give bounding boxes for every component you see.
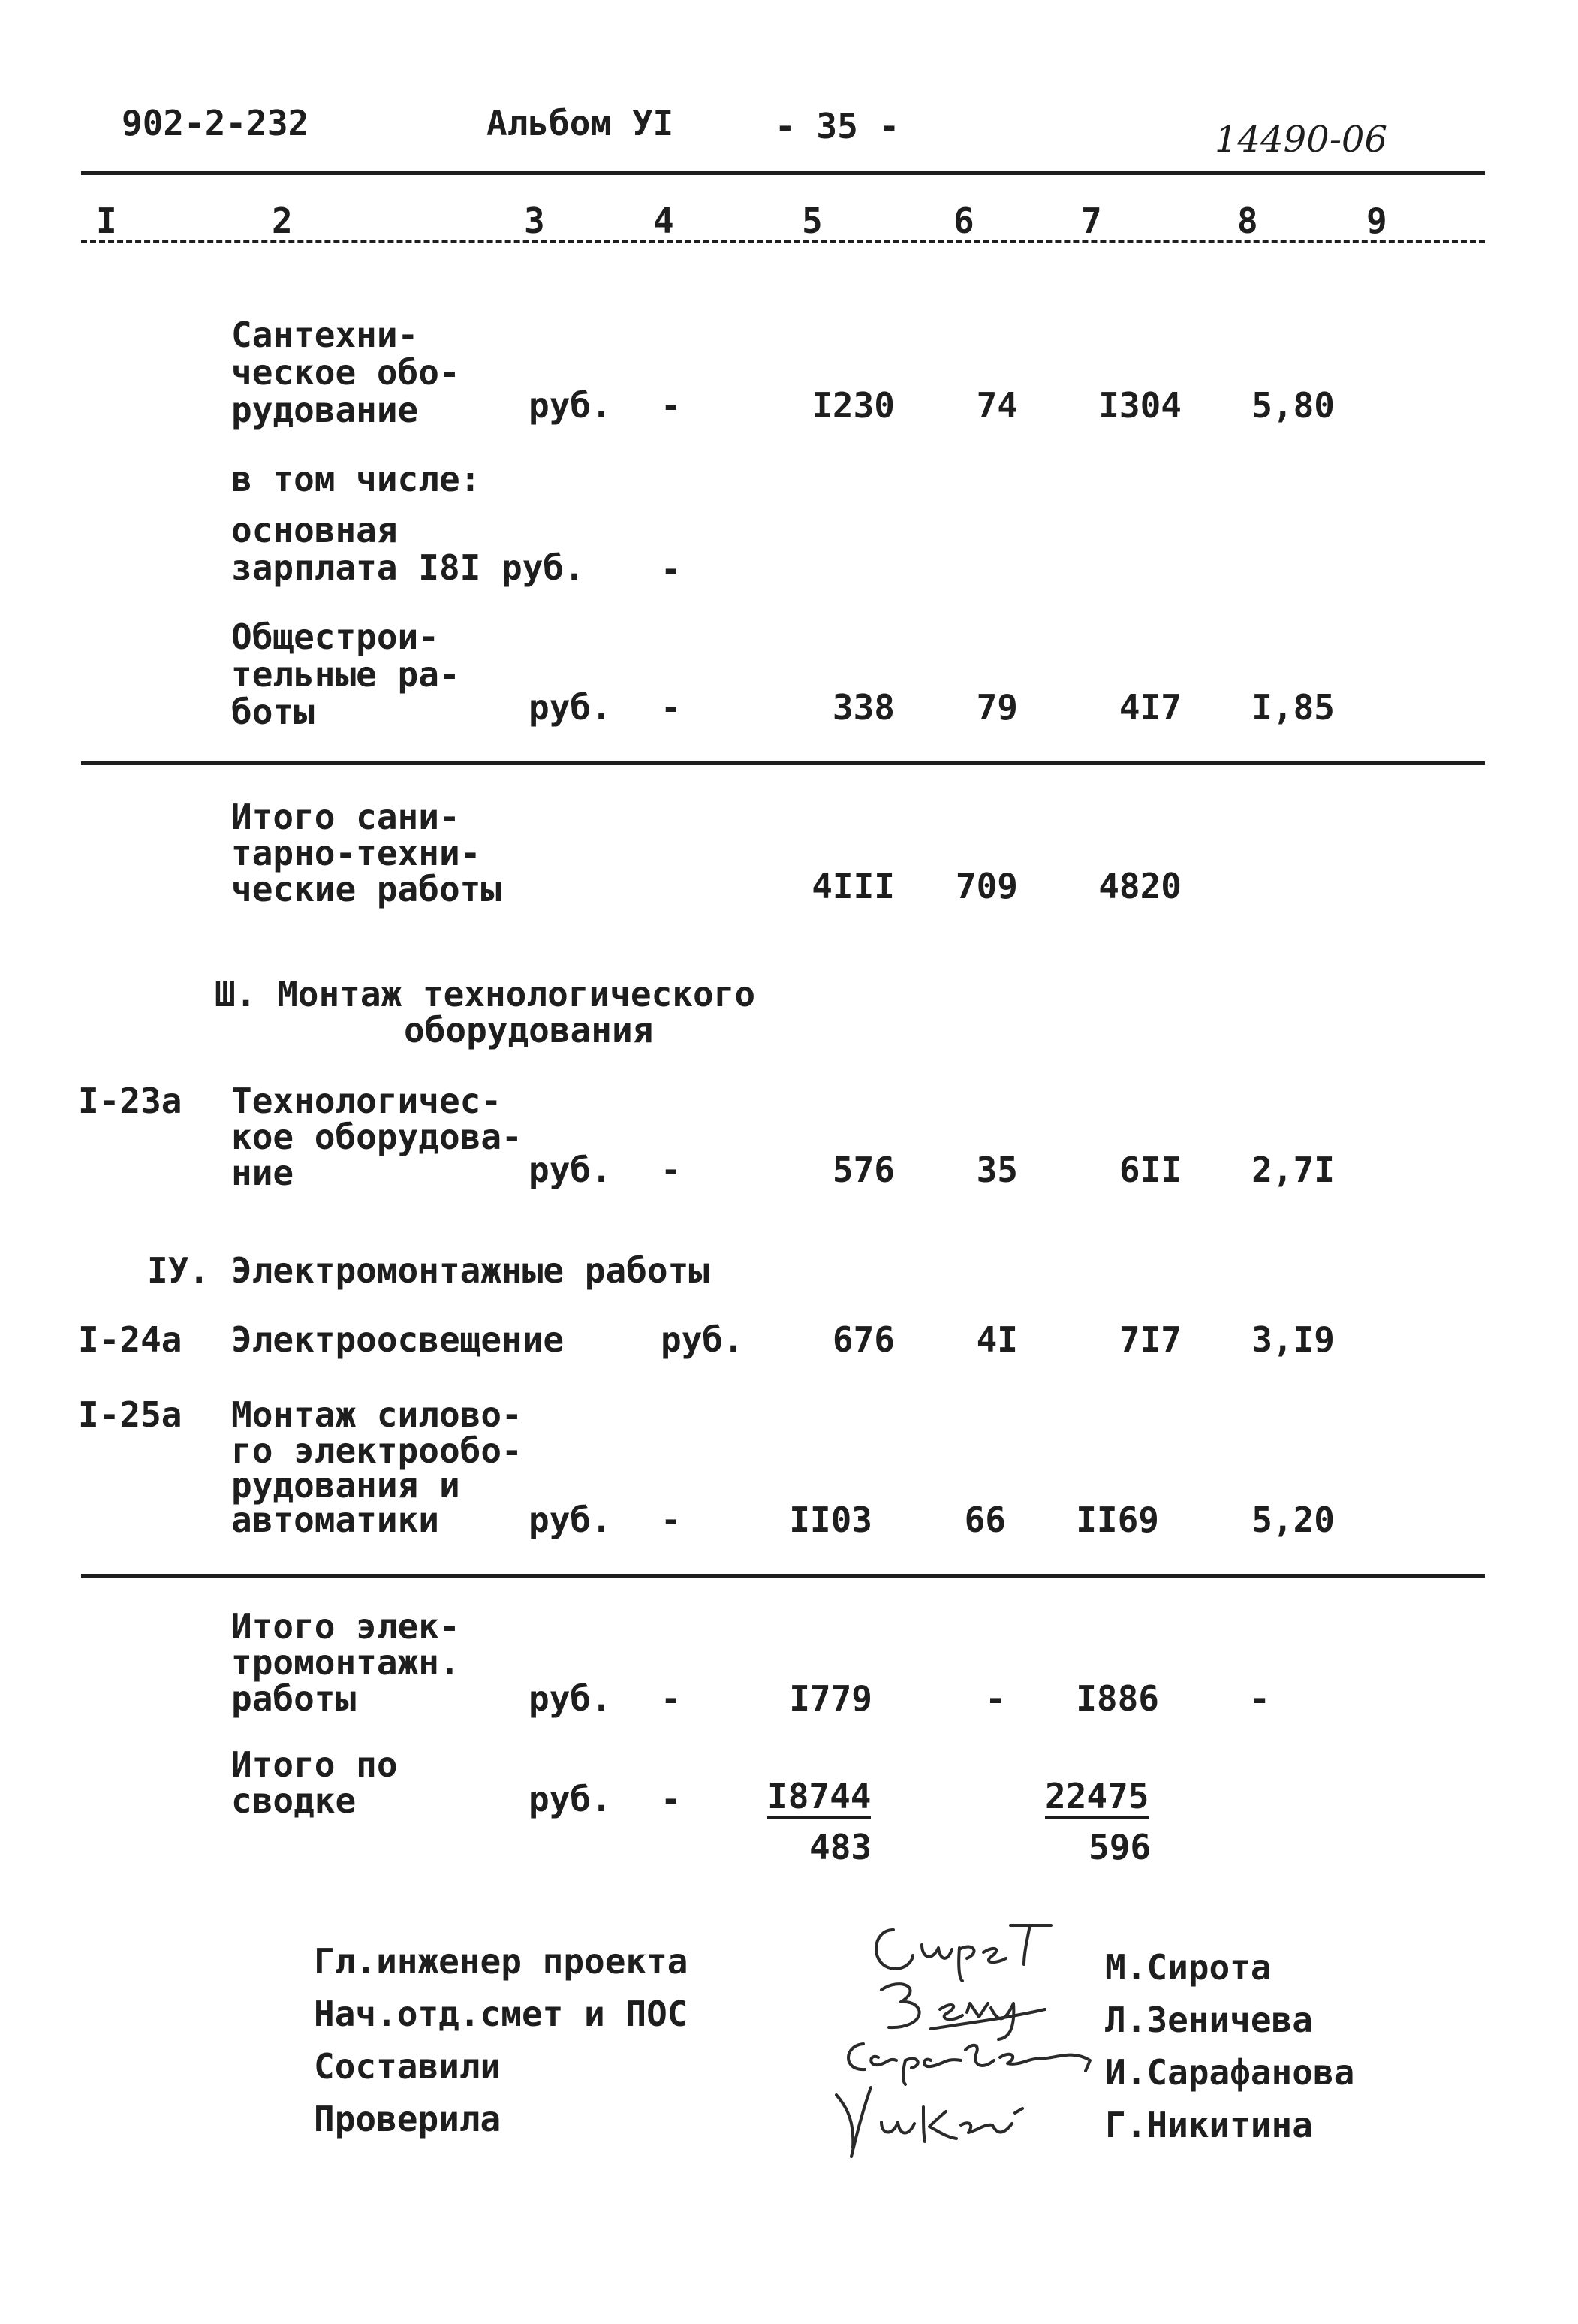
column-number: 7 bbox=[1081, 200, 1102, 241]
item-name: кое оборудова- bbox=[231, 1117, 522, 1157]
unit: руб. bbox=[529, 1150, 612, 1190]
total-name: Итого по bbox=[231, 1744, 398, 1785]
item-name: рудования и bbox=[231, 1465, 460, 1506]
inventory-number: 14490-06 bbox=[1215, 119, 1387, 161]
grand-total-col7-sub: 596 bbox=[1089, 1827, 1152, 1867]
grand-total-col5-sub: 483 bbox=[809, 1827, 872, 1867]
document-code: 902-2-232 bbox=[122, 103, 309, 143]
handwritten-signature bbox=[863, 1915, 1066, 1982]
dash: - bbox=[661, 549, 682, 589]
cell-col5: I230 bbox=[812, 385, 895, 426]
item-code: I-25a bbox=[78, 1394, 182, 1435]
section-rule bbox=[81, 1574, 1485, 1578]
total-name: тарно-техни- bbox=[231, 833, 481, 873]
column-number: 5 bbox=[802, 200, 823, 241]
item-name: ческое обо- bbox=[231, 352, 460, 393]
cell-col8: 2,7I bbox=[1251, 1150, 1335, 1190]
item-name: Электроосвещение bbox=[231, 1319, 565, 1360]
item-name: автоматики bbox=[231, 1500, 439, 1540]
column-number: 8 bbox=[1237, 200, 1258, 241]
item-name: Сантехни- bbox=[231, 315, 419, 355]
signer-name: М.Сирота bbox=[1105, 1947, 1272, 1988]
item-name: боты bbox=[231, 692, 315, 732]
column-number: 2 bbox=[272, 200, 293, 241]
cell-col7: 7I7 bbox=[1119, 1319, 1182, 1360]
unit: руб. bbox=[529, 385, 612, 426]
cell-col6: 74 bbox=[976, 385, 1018, 426]
cell-col8: 3,I9 bbox=[1251, 1319, 1335, 1360]
signer-role: Составили bbox=[314, 2046, 501, 2087]
cell-col5: 338 bbox=[832, 687, 895, 728]
cell-col6: 4I bbox=[976, 1319, 1018, 1360]
cell-col8: - bbox=[1249, 1678, 1270, 1719]
section-title: Электромонтажные работы bbox=[231, 1250, 709, 1291]
item-name: зарплата I8I руб. bbox=[231, 547, 585, 588]
subtotal-note: в том числе: bbox=[231, 459, 481, 499]
dash: - bbox=[661, 1678, 682, 1719]
item-name: основная bbox=[231, 510, 398, 550]
cell-col7: I304 bbox=[1098, 385, 1182, 426]
signer-name: Л.Зеничева bbox=[1105, 2000, 1313, 2040]
unit: руб. bbox=[529, 1500, 612, 1540]
dash: - bbox=[661, 1150, 682, 1190]
column-number: I bbox=[96, 200, 117, 241]
item-code: I-23a bbox=[78, 1081, 182, 1121]
item-name: ние bbox=[231, 1153, 294, 1193]
cell-col5: 676 bbox=[832, 1319, 895, 1360]
cell-col8: 5,20 bbox=[1251, 1500, 1335, 1540]
section-number: IУ. bbox=[147, 1250, 210, 1291]
signer-role: Гл.инженер проекта bbox=[314, 1941, 688, 1982]
column-number: 4 bbox=[653, 200, 674, 241]
item-name: рудование bbox=[231, 390, 419, 430]
cell-col7: 4820 bbox=[1098, 866, 1182, 906]
column-header-dashed-rule bbox=[81, 240, 1485, 243]
cell-col6: 35 bbox=[976, 1150, 1018, 1190]
total-name: сводке bbox=[231, 1780, 357, 1821]
cell-col6: 709 bbox=[955, 866, 1018, 906]
section-title: оборудования bbox=[404, 1010, 654, 1050]
column-number: 6 bbox=[953, 200, 974, 241]
column-number: 9 bbox=[1366, 200, 1387, 241]
handwritten-signature bbox=[818, 2078, 1043, 2169]
dash: - bbox=[661, 1779, 682, 1819]
total-name: тромонтажн. bbox=[231, 1642, 460, 1683]
item-name: Общестрои- bbox=[231, 616, 439, 657]
dash: - bbox=[661, 687, 682, 728]
signer-name: Г.Никитина bbox=[1105, 2105, 1313, 2145]
cell-col6: 66 bbox=[964, 1500, 1006, 1540]
cell-col8: 5,80 bbox=[1251, 385, 1335, 426]
section-rule bbox=[81, 761, 1485, 765]
column-number: 3 bbox=[524, 200, 545, 241]
item-code: I-24a bbox=[78, 1319, 182, 1360]
cell-col7: 4I7 bbox=[1119, 687, 1182, 728]
grand-total-col7: 22475 bbox=[1045, 1777, 1149, 1819]
signer-name: И.Сарафанова bbox=[1105, 2052, 1355, 2093]
cell-col7: I886 bbox=[1076, 1678, 1159, 1719]
signer-role: Нач.отд.смет и ПОС bbox=[314, 1994, 688, 2034]
item-name: го электрообо- bbox=[231, 1430, 522, 1471]
item-name: Монтаж силово- bbox=[231, 1394, 522, 1435]
item-name: тельные ра- bbox=[231, 654, 460, 695]
unit: руб. bbox=[529, 1678, 612, 1719]
dash: - bbox=[661, 1500, 682, 1540]
unit: руб. bbox=[661, 1319, 744, 1360]
section-title: Ш. Монтаж технологического bbox=[215, 974, 756, 1014]
cell-col6: 79 bbox=[976, 687, 1018, 728]
cell-col6: - bbox=[985, 1678, 1006, 1719]
total-name: работы bbox=[231, 1678, 357, 1719]
total-name: ческие работы bbox=[231, 869, 502, 909]
cell-col7: 6II bbox=[1119, 1150, 1182, 1190]
cell-col7: II69 bbox=[1076, 1500, 1159, 1540]
total-name: Итого элек- bbox=[231, 1606, 460, 1647]
cell-col8: I,85 bbox=[1251, 687, 1335, 728]
total-name: Итого сани- bbox=[231, 797, 460, 837]
cell-col5: II03 bbox=[789, 1500, 872, 1540]
album-label: Альбом УI bbox=[486, 103, 674, 143]
dash: - bbox=[661, 385, 682, 426]
signer-role: Проверила bbox=[314, 2099, 501, 2139]
cell-col5: 4III bbox=[812, 866, 895, 906]
unit: руб. bbox=[529, 687, 612, 728]
page-number: - 35 - bbox=[775, 106, 900, 146]
cell-col5: 576 bbox=[832, 1150, 895, 1190]
unit: руб. bbox=[529, 1779, 612, 1819]
header-rule bbox=[81, 171, 1485, 175]
item-name: Технологичес- bbox=[231, 1081, 502, 1121]
cell-col5: I779 bbox=[789, 1678, 872, 1719]
grand-total-col5: I8744 bbox=[767, 1777, 871, 1819]
